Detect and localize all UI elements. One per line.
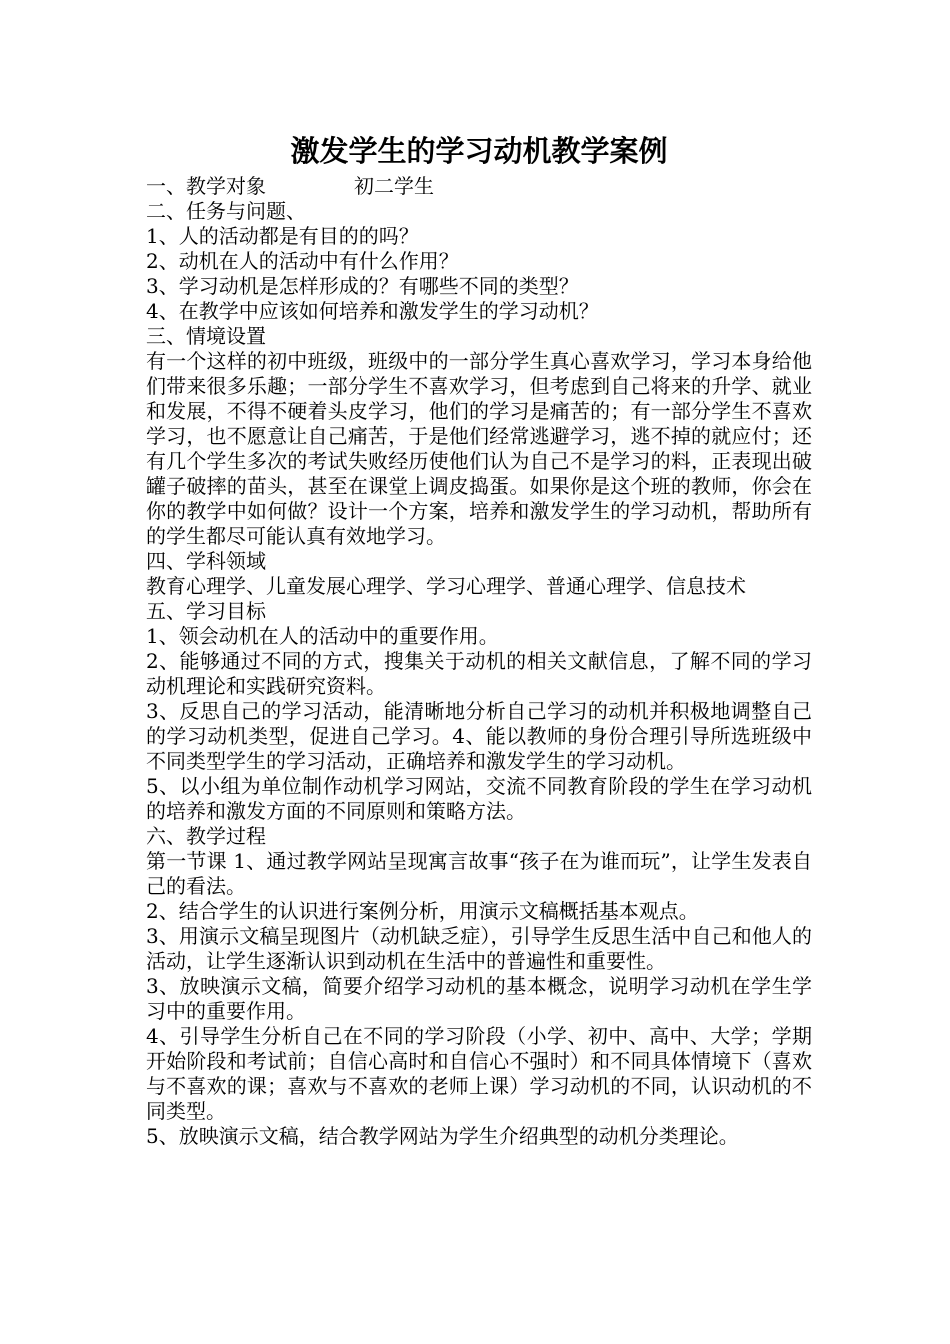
section-heading-goals: 五、学习目标 (146, 599, 266, 623)
teaching-target-label: 一、教学对象 (146, 174, 266, 198)
subjects-list: 教育心理学、儿童发展心理学、学习心理学、普通心理学、信息技术 (146, 574, 746, 598)
document-page (146, 128, 812, 1149)
process-step-5: 5、放映演示文稿，结合教学网站为学生介绍典型的动机分类理论。 (146, 1124, 739, 1148)
goal-2: 2、能够通过不同的方式，搜集关于动机的相关文献信息，了解不同的学习动机理论和实践研究资料。 (146, 649, 812, 698)
document-title: 激发学生的学习动机教学案例 (290, 134, 668, 168)
process-step-2: 2、结合学生的认识进行案例分析，用演示文稿概括基本观点。 (146, 899, 699, 923)
process-step-3a: 3、用演示文稿呈现图片（动机缺乏症），引导学生反思生活中自己和他人的活动，让学生逐渐认识到动机在生活中的普遍性和重要性。 (146, 924, 812, 973)
teaching-target-line (146, 174, 812, 199)
process-step-3b: 3、放映演示文稿，简要介绍学习动机的基本概念，说明学习动机在学生学习中的重要作用。 (146, 974, 812, 1023)
scenario-paragraph: 有一个这样的初中班级，班级中的一部分学生真心喜欢学习，学习本身给他们带来很多乐趣；一部分学生不喜欢学习，但考虑到自己将来的升学、就业和发展，不得不硬着头皮学习，他们的学习是痛苦的；有一部分学生不喜欢学习，也不愿意让自己痛苦，于是他们经常逃避学习，逃不掉的就应付；还有几个学生多次的考试失败经历使他们认为自己不是学习的料，正表现出破罐子破摔的苗头，甚至在课堂上调皮捣蛋。如果你是这个班的教师，你会在你的教学中如何做？设计一个方案，培养和激发学生的学习动机，帮助所有的学生都尽可能认真有效地学习。 (146, 349, 812, 548)
section-heading-scenario: 三、情境设置 (146, 324, 266, 348)
question-3: 3、学习动机是怎样形成的？有哪些不同的类型？ (146, 274, 579, 298)
section-heading-subjects: 四、学科领域 (146, 549, 266, 573)
teaching-target-value: 初二学生 (354, 174, 434, 198)
document-body (146, 174, 812, 1149)
process-step-1: 第一节课 1、通过教学网站呈现寓言故事“孩子在为谁而玩”，让学生发表自己的看法。 (146, 849, 812, 898)
question-4: 4、在教学中应该如何培养和激发学生的学习动机？ (146, 299, 599, 323)
question-2: 2、动机在人的活动中有什么作用？ (146, 249, 459, 273)
goal-5: 5、以小组为单位制作动机学习网站，交流不同教育阶段的学生在学习动机的培养和激发方面的不同原则和策略方法。 (146, 774, 812, 823)
process-step-4: 4、引导学生分析自己在不同的学习阶段（小学、初中、高中、大学；学期开始阶段和考试前；自信心高时和自信心不强时）和不同具体情境下（喜欢与不喜欢的课；喜欢与不喜欢的老师上课）学习动机的不同，认识动机的不同类型。 (146, 1024, 812, 1123)
question-1: 1、人的活动都是有目的的吗？ (146, 224, 419, 248)
goal-3-4: 3、反思自己的学习活动，能清晰地分析自己学习的动机并积极地调整自己的学习动机类型，促进自己学习。4、能以教师的身份合理引导所选班级中不同类型学生的学习活动，正确培养和激发学生的学习动机。 (146, 699, 812, 773)
section-heading-process: 六、教学过程 (146, 824, 266, 848)
section-heading-tasks: 二、任务与问题、 (146, 199, 306, 223)
goal-1: 1、领会动机在人的活动中的重要作用。 (146, 624, 499, 648)
